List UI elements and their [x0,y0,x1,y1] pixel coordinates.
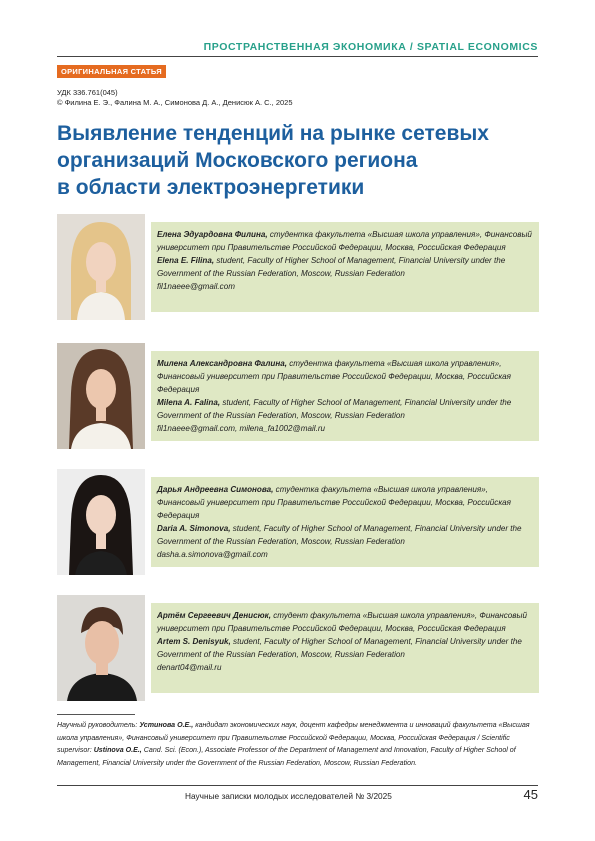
author-name-ru: Елена Эдуардовна Филина, [157,230,268,239]
footnote-divider [57,714,135,715]
author-email[interactable]: fil1naeee@gmail.com, milena_fa1002@mail.ru [157,424,326,434]
supervisor-desc-ru: кандидат экономических наук, доцент кафедры менеджмента и инноваций факультета «Высшая школа управления», Финансовый университет при Правительстве Российской Федерации, Москва, Российская Федерация / Scientific supervisor: [57,721,530,754]
supervisor-desc-en: Cand. Sci. (Econ.), Associate Professor of the Department of Management and Innovation, Faculty of Higher School of Management, Financial University under the Government of the Russian Federation, Moscow, Russian Federation. [57,746,516,767]
header-divider [57,56,538,57]
author-name-en: Daria A. Simonova, [157,524,231,534]
author-photo [57,214,145,320]
author-card-denisyuk [57,595,539,701]
author-portrait-image [57,343,145,449]
author-affiliation-en: student, Faculty of Higher School of Management, Financial University under the Government of the Russian Federation, Moscow, Russian Federation [157,524,522,547]
author-portrait-image [57,595,145,701]
supervisor-name-ru: Устинова О.Е., [139,721,194,729]
author-info [151,351,539,441]
author-name-ru: Дарья Андреевна Симонова, [157,485,274,494]
article-type-badge: ОРИГИНАЛЬНАЯ СТАТЬЯ [57,65,166,78]
page-number: 45 [523,787,538,802]
author-affiliation-en: student, Faculty of Higher School of Management, Financial University under the Government of the Russian Federation, Moscow, Russian Federation [157,256,506,279]
author-affiliation-ru: студентка факультета «Высшая школа управления», Финансовый университет при Правительстве Российской Федерации, Москва, Российская Федерация [157,359,511,395]
author-email[interactable]: fil1naeee@gmail.com [157,282,235,292]
author-info [151,603,539,693]
section-title: ПРОСТРАНСТВЕННАЯ ЭКОНОМИКА / SPATIAL ECONOMICS [203,41,538,53]
supervisor-footnote [57,719,541,769]
author-affiliation-en: student, Faculty of Higher School of Management, Financial University under the Government of the Russian Federation, Moscow, Russian Federation [157,398,512,421]
author-portrait-image [57,214,145,320]
author-email[interactable]: dasha.a.simonova@gmail.com [157,550,268,560]
author-name-en: Milena A. Falina, [157,398,221,408]
author-email[interactable]: denart04@mail.ru [157,663,222,673]
supervisor-name-en: Ustinova O.E., [93,746,142,754]
author-card-filina [57,214,539,320]
author-name-en: Elena E. Filina, [157,256,215,266]
author-affiliation-ru: студент факультета «Высшая школа управления», Финансовый университет при Правительстве Российской Федерации, Москва, Российская Федерация [157,611,527,634]
author-photo [57,343,145,449]
udk-code: УДК 336.761(045) [57,88,118,97]
author-photo [57,469,145,575]
title-line-1: Выявление тенденций на рынке сетевых [57,122,489,145]
author-affiliation-en: student, Faculty of Higher School of Management, Financial University under the Government of the Russian Federation, Moscow, Russian Federation [157,637,522,660]
copyright-line: © Филина Е. Э., Фалина М. А., Симонова Д. А., Денисюк А. С., 2025 [57,98,293,107]
author-info [151,222,539,312]
footer-divider [57,785,538,786]
udk-block [57,88,293,108]
article-title [57,120,537,201]
author-affiliation-ru: студентка факультета «Высшая школа управления», Финансовый университет при Правительстве Российской Федерации, Москва, Российская Федерация [157,230,532,253]
author-affiliation-ru: студентка факультета «Высшая школа управления», Финансовый университет при Правительстве Российской Федерации, Москва, Российская Федерация [157,485,511,521]
author-portrait-image [57,469,145,575]
author-name-ru: Милена Александровна Фалина, [157,359,287,368]
title-line-3: в области электроэнергетики [57,176,365,199]
journal-name: Научные записки молодых исследователей № 3/2025 [185,791,392,801]
author-name-ru: Артём Сергеевич Денисюк, [157,611,271,620]
title-line-2: организаций Московского региона [57,149,418,172]
author-info [151,477,539,567]
author-card-falina [57,343,539,449]
author-photo [57,595,145,701]
author-name-en: Artem S. Denisyuk, [157,637,231,647]
author-card-simonova [57,469,539,575]
footnote-prefix: Научный руководитель: [57,721,138,729]
